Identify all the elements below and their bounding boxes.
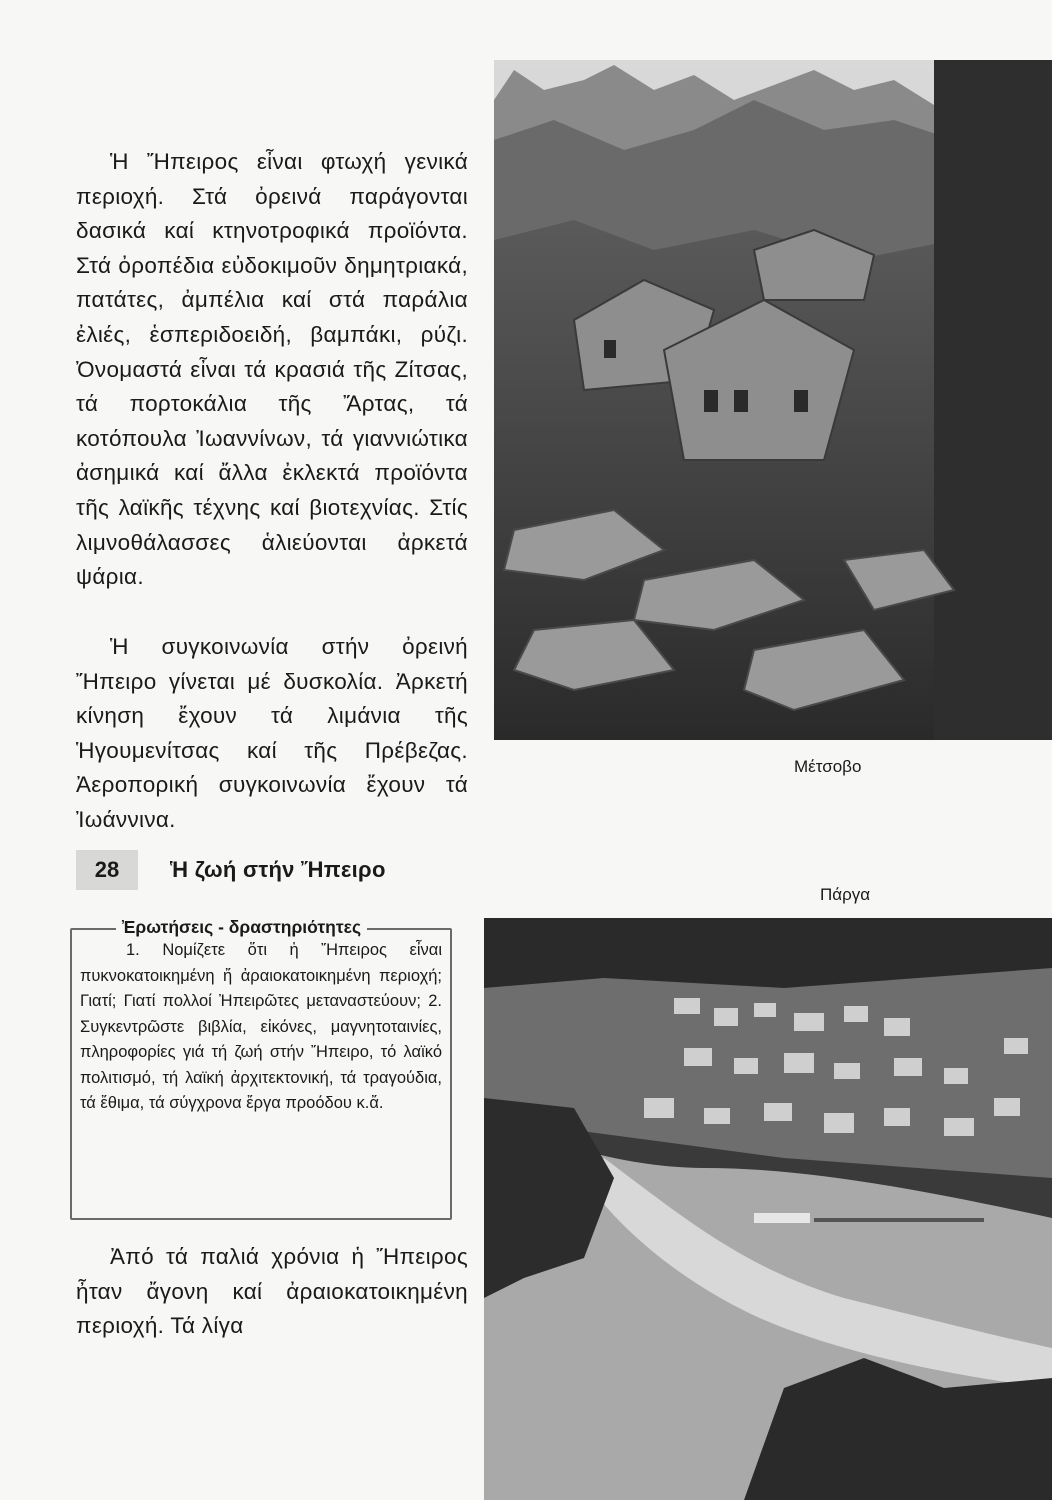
paragraph-history-text: Ἀπό τά παλιά χρόνια ἡ Ἤπειρος ἦταν ἄγονη καί ἀραιοκατοικημένη περιοχή. Τά λίγα: [76, 1244, 468, 1339]
lesson-header: [76, 850, 468, 892]
paragraph-history: [76, 1240, 468, 1344]
caption-metsovo: Μέτσοβο: [794, 757, 862, 776]
paragraph-transport-text: Ἡ συγκοινωνία στήν ὀρεινή Ἤπειρο γίνεται μέ δυσκολία. Ἀρκετή κίνηση ἔχουν τά λιμάνια τῆς Ἡγουμενίτσας καί τῆς Πρέβεζας. Ἀεροπορική συγκοινωνία ἔχουν τά Ἰωάννινα.: [76, 634, 468, 832]
photo-parga: [484, 918, 1052, 1500]
paragraph-economy-text: Ἡ Ἤπειρος εἶναι φτωχή γενικά περιοχή. Στά ὀρεινά παράγονται δασικά καί κτηνοτροφικά προϊόντα. Στά ὀροπέδια εὐδοκιμοῦν δημητριακά, πατάτες, ἀμπέλια καί στά παράλια ἐλιές, ἑσπεριδοειδή, βαμπάκι, ρύζι. Ὀνομαστά εἶναι τά κρασιά τῆς Ζίτσας, τά πορτοκάλια τῆς Ἄρτας, τά κοτόπουλα Ἰωαννίνων, τά γιαννιώτικα ἀσημικά καί ἄλλα ἐκλεκτά προϊόντα τῆς λαϊκῆς τέχνης καί βιοτεχνίας. Στίς λιμνοθάλασσες ἁλιεύονται ἀρκετά ψάρια.: [76, 149, 468, 590]
parga-image: [484, 918, 1052, 1500]
questions-title: Ἐρωτήσεις - δραστηριότητες: [116, 917, 367, 938]
metsovo-image: [494, 60, 1052, 740]
caption-parga: Πάργα: [820, 885, 871, 904]
paragraph-transport: [76, 630, 468, 838]
questions-text: 1. Νομίζετε ὅτι ἡ Ἤπειρος εἶναι πυκνοκατοικημένη ἤ ἀραιοκατοικημένη περιοχή; Γιατί; Γιατί πολλοί Ἠπειρῶτες μεταναστεύουν; 2. Συγκεντρῶστε βιβλία, εἰκόνες, μαγνητοταινίες, πληροφορίες γιά τή ζωή στήν Ἤπειρο, τό λαϊκό πολιτισμό, τή λαϊκή ἀρχιτεκτονική, τά τραγούδια, τά ἔθιμα, τά σύγχρονα ἔργα προόδου κ.ἄ.: [80, 941, 442, 1112]
paragraph-economy: [76, 145, 468, 595]
photo-metsovo: [494, 60, 1052, 740]
questions-box: [70, 917, 452, 1220]
lesson-number: 28: [76, 850, 138, 890]
lesson-title: Ἡ ζωή στήν Ἤπειρο: [170, 857, 386, 882]
